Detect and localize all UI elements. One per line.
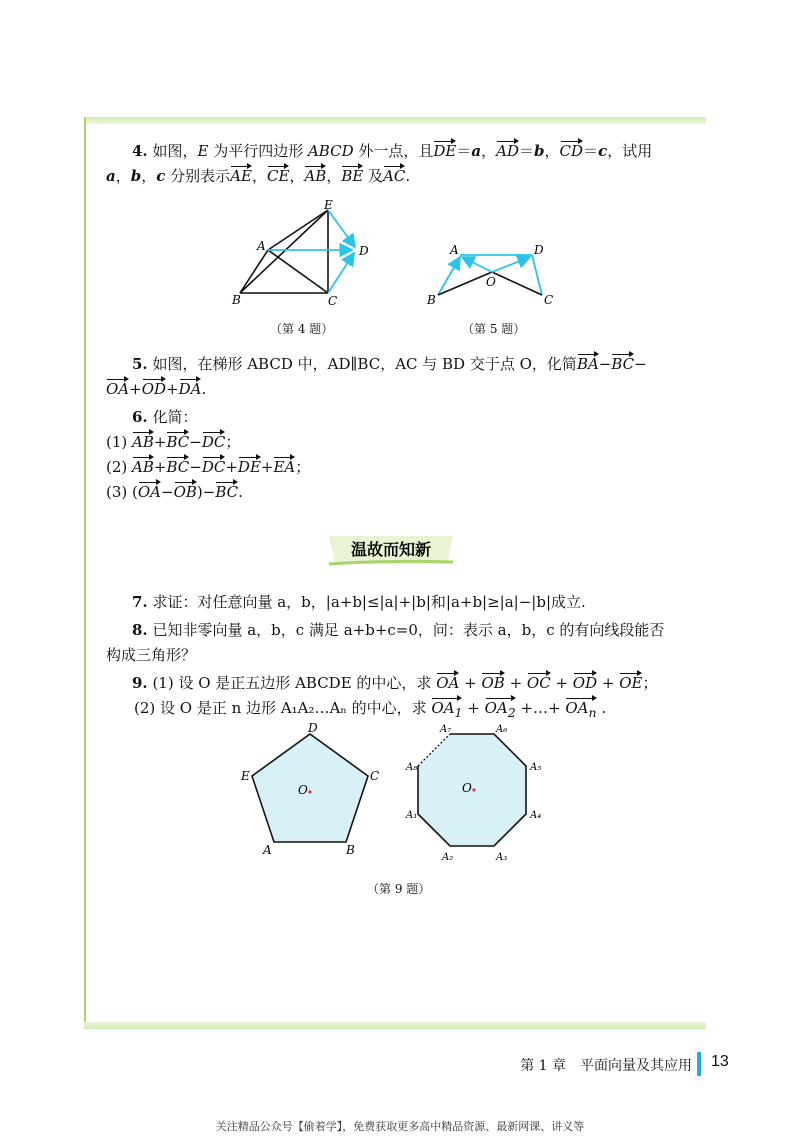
problem-5-line-1: 5. 如图，在梯形 ABCD 中，AD∥BC，AC 与 BD 交于点 O，化简BA−BC− [132, 355, 647, 373]
banner-title: 温故而知新 [350, 540, 432, 559]
svg-text:A₁: A₁ [406, 810, 418, 821]
svg-text:D: D [359, 244, 369, 258]
promo-note: 关注精品公众号【偷着学】，免费获取更多高中精品资源、最新网课、讲义等 [215, 1120, 585, 1133]
svg-text:O: O [462, 781, 472, 795]
svg-text:A₆: A₆ [496, 724, 508, 735]
svg-text:O: O [486, 275, 496, 289]
svg-text:A₄: A₄ [530, 810, 542, 821]
frame-left-border [84, 117, 86, 1029]
svg-text:B: B [346, 843, 355, 857]
problem-7: 7. 求证：对任意向量 a，b，|a+b|≤|a|+|b|和|a+b|≥|a|−|b|成立. [132, 593, 586, 611]
caption-figure-9: （第 9 题） [367, 882, 431, 896]
svg-text:O: O [298, 783, 308, 797]
frame-top-border [84, 117, 706, 124]
caption-figure-4: （第 4 题） [270, 322, 334, 336]
svg-text:B: B [232, 293, 241, 307]
svg-text:A: A [450, 243, 459, 257]
problem-6-part-3: (3) (OA−OB)−BC. [106, 483, 243, 501]
svg-text:E: E [241, 769, 250, 783]
problem-6-heading: 6. 化简： [132, 408, 198, 426]
svg-text:B: B [427, 293, 436, 307]
problem-4-line-1: 4. 如图，E 为平行四边形 ABCD 外一点，且DE＝a，AD＝b，CD＝c，试用 [132, 142, 653, 160]
svg-text:C: C [328, 294, 338, 308]
svg-text:A₂: A₂ [442, 852, 454, 863]
problem-6-part-2: (2) AB+BC−DC+DE+EA； [106, 458, 311, 476]
svg-text:D: D [534, 243, 544, 257]
problem-5-line-2: OA+OD+DA. [106, 380, 207, 398]
figure-4-diagram [228, 200, 378, 310]
svg-text:A: A [263, 843, 272, 857]
figure-9-octagon [400, 720, 560, 870]
problem-8-line-2: 构成三角形？ [106, 646, 197, 664]
svg-text:A₅: A₅ [530, 762, 542, 773]
problem-9-part-2: (2) 设 O 是正 n 边形 A₁A₂…Aₙ 的中心，求 $OA_1 + OA_2$ +…+ $OA_n$ . [134, 697, 606, 724]
vector-cd: CD [559, 142, 584, 160]
svg-text:C: C [544, 293, 554, 307]
problem-4-line-2: a，b，c 分别表示AE，CE，AB，BE 及AC. [106, 167, 411, 185]
figure-5-diagram [422, 238, 572, 308]
svg-text:A: A [257, 239, 266, 253]
section-banner [327, 534, 455, 566]
svg-text:C: C [370, 769, 380, 783]
chapter-title: 第 1 章 平面向量及其应用 [520, 1058, 692, 1074]
page-number: 13 [711, 1053, 729, 1070]
vector-de: DE [433, 142, 457, 160]
problem-9-part-1: 9. (1) 设 O 是正五边形 ABCDE 的中心，求 OA + OB + OC + OD + OE； [132, 674, 658, 692]
svg-text:A₈: A₈ [406, 762, 418, 773]
footer-accent-bar [697, 1052, 701, 1076]
vector-ad: AD [496, 142, 519, 160]
svg-text:A₇: A₇ [440, 724, 452, 735]
caption-figure-5: （第 5 题） [462, 322, 526, 336]
fig4-label-e: E [324, 200, 333, 212]
frame-bottom-border [84, 1022, 706, 1029]
problem-8-line-1: 8. 已知非零向量 a，b，c 满足 a+b+c=0，问：表示 a，b，c 的有向线段能否 [132, 621, 665, 639]
svg-text:A₃: A₃ [496, 852, 508, 863]
figure-9-pentagon [236, 720, 386, 860]
svg-text:D: D [308, 721, 318, 735]
problem-6-part-1: (1) AB+BC−DC； [106, 433, 241, 451]
